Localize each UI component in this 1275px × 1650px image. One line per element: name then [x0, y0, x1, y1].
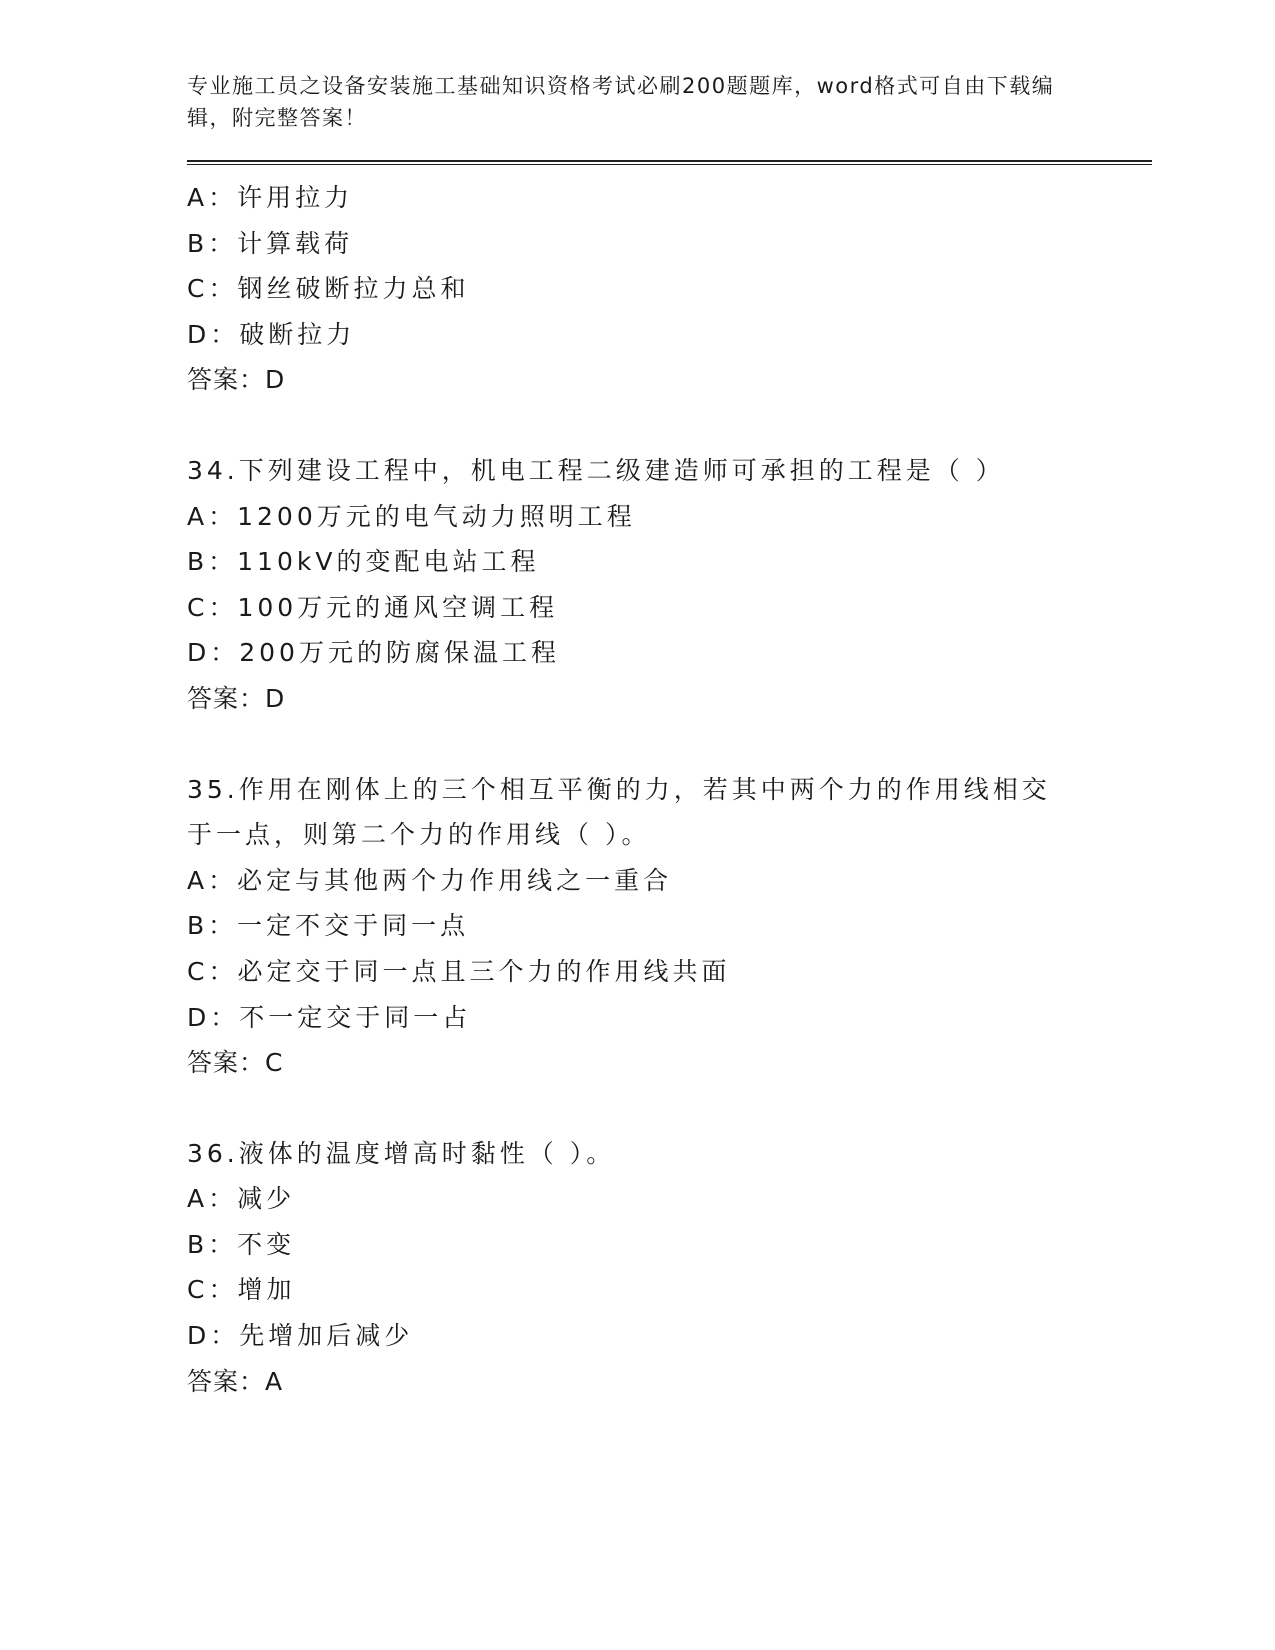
answer-line [187, 676, 1152, 722]
answer-line [187, 1359, 1152, 1405]
option-c: C：100万元的通风空调工程 [187, 592, 559, 622]
answer-line [187, 1040, 1152, 1086]
option-b: B：110kV的变配电站工程 [187, 547, 540, 577]
option-a: A：许用拉力 [187, 183, 354, 212]
option-b: B：不变 [187, 1229, 296, 1259]
header-divider [187, 160, 1152, 165]
option-d: D：先增加后减少 [187, 1321, 414, 1351]
answer-value: C [265, 1048, 284, 1078]
option-c: C：钢丝破断拉力总和 [187, 274, 470, 304]
partial-question [187, 175, 1152, 403]
option-a: A：1200万元的电气动力照明工程 [187, 501, 636, 531]
question-35 [187, 767, 1152, 1086]
option-b: B：一定不交于同一点 [187, 911, 470, 941]
option-d: D：破断拉力 [187, 319, 356, 349]
answer-value: A [265, 1366, 284, 1396]
option-c: C：必定交于同一点且三个力的作用线共面 [187, 956, 731, 986]
answer-label: 答案： [187, 1048, 266, 1078]
question-stem: 34.下列建设工程中，机电工程二级建造师可承担的工程是（ ） [187, 455, 1005, 485]
question-36 [187, 1131, 1152, 1405]
option-c: C：增加 [187, 1275, 296, 1305]
question-34 [187, 448, 1152, 722]
question-content [187, 175, 1152, 1404]
question-stem: 35.作用在刚体上的三个相互平衡的力，若其中两个力的作用线相交于一点，则第二个力的作用线（ ）。 [187, 774, 1051, 850]
option-a: A：必定与其他两个力作用线之一重合 [187, 865, 673, 895]
document-header: 专业施工员之设备安装施工基础知识资格考试必刷200题题库，word格式可自由下载编辑，附完整答案！ [187, 74, 1055, 130]
option-a: A：减少 [187, 1184, 296, 1214]
question-stem: 36.液体的温度增高时黏性（ ）。 [187, 1138, 616, 1168]
option-d: D：200万元的防腐保温工程 [187, 638, 560, 668]
option-b: B：计算载荷 [187, 228, 354, 258]
answer-value: D [265, 683, 286, 713]
answer-label: 答案： [187, 365, 266, 395]
answer-label: 答案： [187, 683, 266, 713]
answer-line [187, 357, 1152, 403]
answer-value: D [265, 365, 286, 395]
document-page [187, 70, 1152, 1404]
option-d: D：不一定交于同一占 [187, 1002, 472, 1032]
answer-label: 答案： [187, 1366, 266, 1396]
